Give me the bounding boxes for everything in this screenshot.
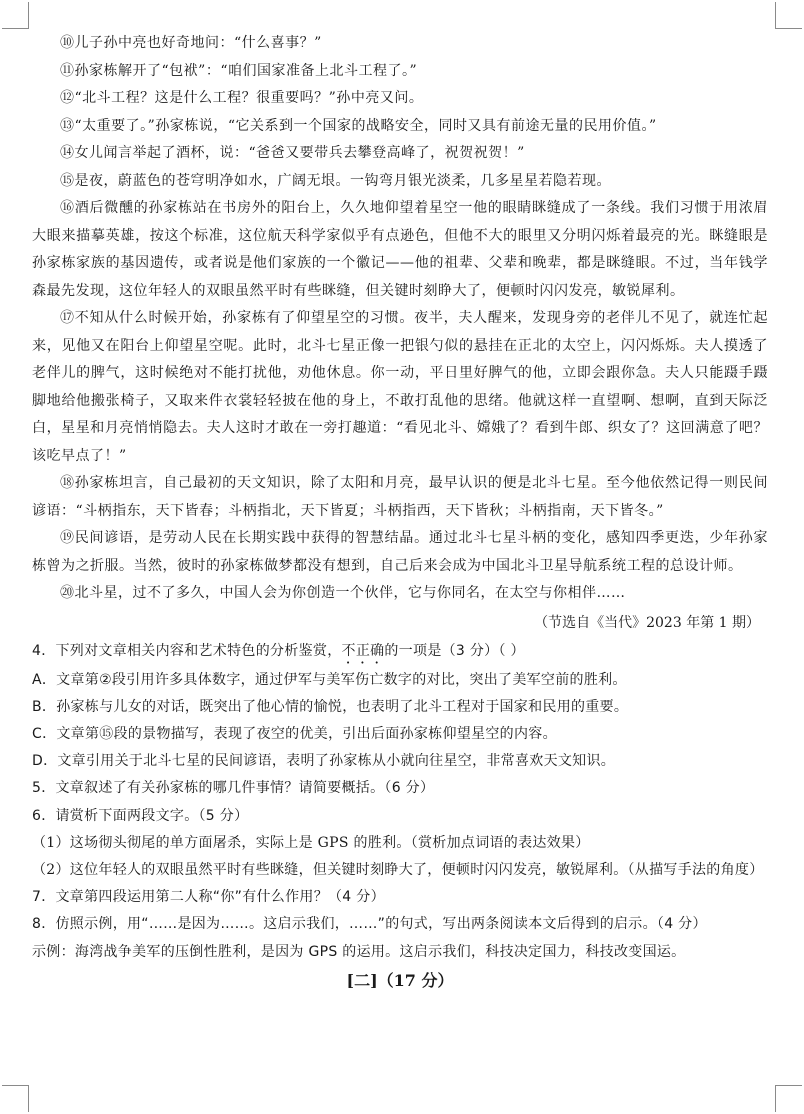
crop-mark-bottom-right: [775, 1085, 802, 1112]
document-body: [32, 30, 768, 996]
crop-mark-bottom-left: [2, 1085, 29, 1112]
crop-mark-top-right: [775, 2, 802, 29]
paragraph-11: ⑪孙家栋解开了“包袱”：“咱们国家准备上北斗工程了。”: [60, 62, 418, 79]
paragraph-18: ⑱孙家栋坦言，自己最初的天文知识，除了太阳和月亮，最早认识的便是北斗七星。至今他依然记得一则民间谚语：“斗柄指东，天下皆春；斗柄指北，天下皆夏；斗柄指西，天下皆秋；斗柄指南，天下皆冬。”: [32, 475, 768, 519]
paragraph-19: ⑲民间谚语，是劳动人民在长期实践中获得的智慧结晶。通过北斗七星斗柄的变化，感知四季更迭，少年孙家栋曾为之折服。当然，彼时的孙家栋做梦都没有想到，自己后来会成为中国北斗卫星导航系统工程的总设计师。: [32, 530, 768, 574]
paragraph-13: ⑬“太重要了。”孙家栋说，“它关系到一个国家的战略安全，同时又具有前途无量的民用价值。”: [60, 117, 657, 134]
question-4-pre: 4．下列对文章相关内容和艺术特色的分析鉴赏，: [32, 642, 342, 659]
question-6-item-2: （2）这位年轻人的双眼虽然平时有些眯缝，但关键时刻睁大了，便顿时闪闪发亮，敏锐犀利。（从描写手法的角度）: [32, 861, 764, 878]
paragraph-17: ⑰不知从什么时候开始，孙家栋有了仰望星空的习惯。夜半，夫人醒来，发现身旁的老伴儿不见了，就连忙起来，见他又在阳台上仰望星空呢。此时，北斗七星正像一把银勺似的悬挂在正北的太空上，闪闪烁烁。夫人摸透了老伴儿的脾气，这时候绝对不能打扰他，劝他休息。你一动，平日里好脾气的他，立即会跟你急。夫人只能蹑手蹑脚地给他搬张椅子，又取来件衣裳轻轻披在他的身上，不敢打乱他的思绪。他就这样一直望啊、想啊，直到天际泛白，星星和月亮悄悄隐去。夫人这时才敢在一旁打趣道：“看见北斗、嫦娥了？看到牛郎、织女了？这回满意了吧？该吃早点了！”: [32, 310, 768, 464]
source-citation: （节选自《当代》2023 年第 1 期）: [534, 614, 760, 631]
question-6-item-1: （1）这场彻头彻尾的单方面屠杀，实际上是 GPS 的胜利。（赏析加点词语的表达效果）: [32, 834, 590, 851]
crop-mark-top-left: [2, 2, 29, 29]
paragraph-20: ⑳北斗星，过不了多久，中国人会为你创造一个伙伴，它与你同名，在太空与你相伴……: [60, 585, 626, 601]
paragraph-15: ⑮是夜，蔚蓝色的苍穹明净如水，广阔无垠。一钩弯月银光淡柔，几多星星若隐若现。: [60, 172, 611, 189]
paragraph-12: ⑫“北斗工程？这是什么工程？很重要吗？”孙中亮又问。: [60, 90, 424, 106]
question-7: 7．文章第四段运用第二人称“你”有什么作用？（4 分）: [32, 889, 385, 906]
option-d: D．文章引用关于北斗七星的民间谚语，表明了孙家栋从小就向往星空，非常喜欢天文知识。: [32, 753, 616, 770]
paragraph-10: ⑩儿子孙中亮也好奇地问：“什么喜事？”: [60, 35, 322, 51]
paragraph-14: ⑭女儿闻言举起了酒杯，说：“爸爸又要带兵去攀登高峰了，祝贺祝贺！”: [60, 145, 525, 161]
question-8: 8．仿照示例，用“……是因为……。这启示我们，……”的句式，写出两条阅读本文后得到的启示。（4 分）: [32, 916, 707, 933]
option-b: B．孙家栋与儿女的对话，既突出了他心情的愉悦，也表明了北斗工程对于国家和民用的重要。: [32, 698, 629, 715]
question-5: 5．文章叙述了有关孙家栋的哪几件事情？请简要概括。（6 分）: [32, 780, 435, 797]
question-4-post: 的一项是（3 分）（ ）: [384, 642, 525, 659]
option-a: A．文章第②段引用许多具体数字，通过伊军与美军伤亡数字的对比，突出了美军空前的胜利。: [32, 671, 627, 688]
section-heading: [二]（17 分）: [346, 970, 454, 990]
option-c: C．文章第⑮段的景物描写，表现了夜空的优美，引出后面孙家栋仰望星空的内容。: [32, 725, 557, 742]
question-4-emphasis: 不正确: [341, 642, 385, 659]
question-6: 6．请赏析下面两段文字。（5 分）: [32, 807, 249, 824]
paragraph-16: ⑯酒后微醺的孙家栋站在书房外的阳台上，久久地仰望着星空一他的眼睛眯缝成了一条线。我们习惯于用浓眉大眼来描摹英雄，按这个标准，这位航天科学家似乎有点逊色，但他不大的眼里又分明闪烁着最亮的光。眯缝眼是孙家栋家族的基因遗传，或者说是他们家族的一个徽记——他的祖辈、父辈和晚辈，都是眯缝眼。不过，当年钱学森最先发现，这位年轻人的双眼虽然平时有些眯缝，但关键时刻睁大了，便顿时闪闪发亮，敏锐犀利。: [32, 200, 768, 299]
question-8-example: 示例：海湾战争美军的压倒性胜利，是因为 GPS 的运用。这启示我们，科技决定国力，科技改变国运。: [32, 943, 686, 960]
question-4: [32, 638, 768, 667]
